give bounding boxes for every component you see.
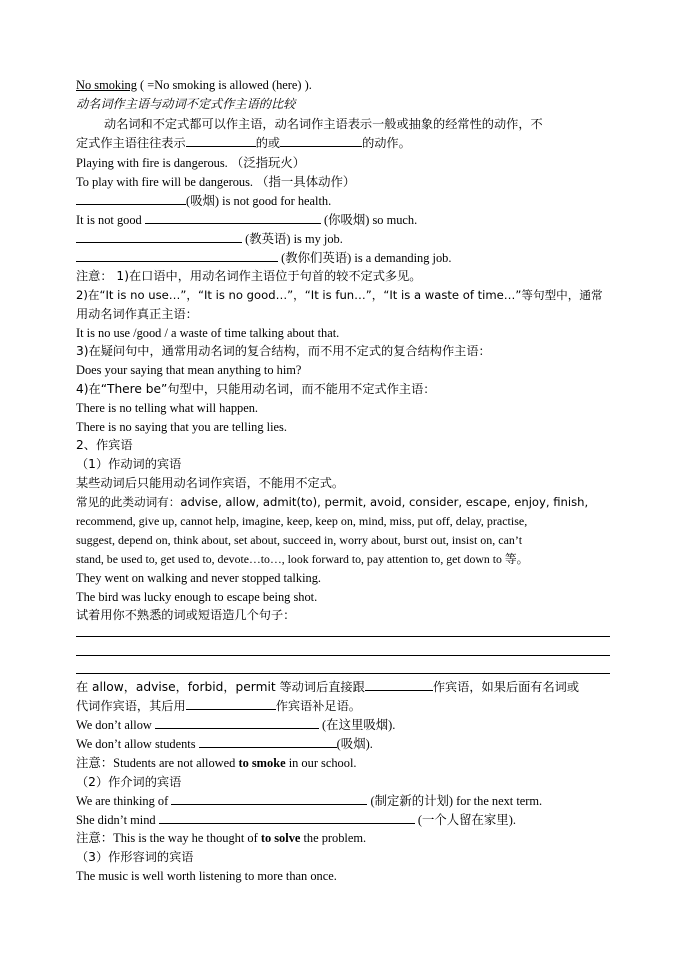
writing-line[interactable] (76, 636, 610, 637)
example-sentence: There is no telling what will happen. (76, 401, 259, 415)
fill-blank[interactable] (199, 735, 337, 748)
exercise-line: (吸烟) is not good for health. (76, 192, 331, 210)
example-sentence: They went on walking and never stopped talking. (76, 571, 321, 585)
example-sentence: There is no saying that you are telling lies. (76, 420, 287, 434)
line-no-smoking: No smoking ( =No smoking is allowed (here) ). (76, 78, 312, 92)
fill-blank[interactable] (280, 134, 362, 147)
verb-list-line: suggest, depend on, think about, set about, succeed in, worry about, burst out, insist on, can’t (76, 533, 523, 547)
note-line: 用动名词作真正主语： (76, 307, 198, 321)
subsection-heading: （1）作动词的宾语 (76, 457, 182, 471)
fill-blank[interactable] (186, 134, 256, 147)
fill-blank[interactable] (365, 678, 433, 691)
example-sentence: The bird was lucky enough to escape being shot. (76, 590, 318, 604)
example-sentence: The music is well worth listening to more than once. (76, 869, 337, 883)
note-line: 注意：Students are not allowed to smoke in our school. (76, 756, 357, 770)
underlined-phrase: No smoking (76, 78, 137, 92)
paragraph-line-with-blanks: 定式作主语往往表示 的或 的动作。 (76, 136, 411, 150)
verb-list-line: stand, be used to, get used to, devote…to…, look forward to, pay attention to, get down to 等。 (76, 552, 529, 566)
example-sentence: Playing with fire is dangerous. （泛指玩火） (76, 156, 306, 170)
exercise-line: (教英语) is my job. (76, 230, 343, 248)
note-line: 注意：This is the way he thought of to solve the problem. (76, 831, 367, 845)
exercise-line: We don’t allow students (吸烟). (76, 737, 373, 751)
section-heading: 2、作宾语 (76, 438, 133, 452)
practice-prompt: 试着用你不熟悉的词或短语造几个句子： (76, 608, 296, 622)
note-line: 4)在“There be”句型中，只能用动名词，而不能用不定式作主语： (76, 382, 436, 396)
writing-line[interactable] (76, 673, 610, 674)
fill-blank[interactable] (76, 249, 278, 262)
emphasized-phrase: to smoke (238, 756, 286, 770)
fill-blank[interactable] (76, 230, 242, 243)
note-line: 注意： 1)在口语中，用动名词作主语位于句首的较不定式多见。 (76, 269, 422, 283)
fill-blank[interactable] (155, 716, 319, 729)
note-line: 2)在“It is no use…”，“It is no good…”，“It is fun…”，“It is a waste of time…”等句型中，通常 (76, 288, 603, 302)
paragraph-line: 动名词和不定式都可以作主语，动名词作主语表示一般或抽象的经常性的动作，不 (104, 117, 543, 131)
verb-list-line: recommend, give up, cannot help, imagine, keep, keep on, mind, miss, put off, delay, practise, (76, 514, 528, 528)
example-sentence: Does your saying that mean anything to him? (76, 363, 302, 377)
fill-blank[interactable] (171, 792, 367, 805)
exercise-line: We are thinking of (制定新的计划) for the next term. (76, 794, 543, 808)
fill-blank[interactable] (159, 811, 415, 824)
example-sentence: It is no use /good / a waste of time talking about that. (76, 326, 340, 340)
subsection-heading: （2）作介词的宾语 (76, 775, 182, 789)
subsection-heading: （3）作形容词的宾语 (76, 850, 194, 864)
fill-blank[interactable] (145, 211, 321, 224)
paragraph-line-with-blank: 代词作宾语，其后用 作宾语补足语。 (76, 699, 361, 713)
writing-line[interactable] (76, 655, 610, 656)
paragraph-line-with-blank: 在 allow，advise，forbid，permit 等动词后直接跟 作宾语，如果后面有名词或 (76, 680, 580, 694)
exercise-line: We don’t allow (在这里吸烟). (76, 718, 396, 732)
verb-list-line: 常见的此类动词有：advise, allow, admit(to), permit, avoid, consider, escape, enjoy, finish, (76, 495, 589, 509)
exercise-line: It is not good (你吸烟) so much. (76, 213, 418, 227)
paragraph-line: 某些动词后只能用动名词作宾语，不能用不定式。 (76, 476, 345, 490)
exercise-line: (教你们英语) is a demanding job. (76, 249, 451, 267)
fill-blank[interactable] (186, 697, 276, 710)
note-line: 3)在疑问句中，通常用动名词的复合结构，而不用不定式的复合结构作主语： (76, 344, 491, 358)
example-sentence: To play with fire will be dangerous. （指一具体动作） (76, 175, 356, 189)
section-heading-comparison: 动名词作主语与动词不定式作主语的比较 (76, 97, 296, 111)
exercise-line: She didn’t mind (一个人留在家里). (76, 813, 516, 827)
emphasized-phrase: to solve (260, 831, 301, 845)
fill-blank[interactable] (76, 192, 186, 205)
